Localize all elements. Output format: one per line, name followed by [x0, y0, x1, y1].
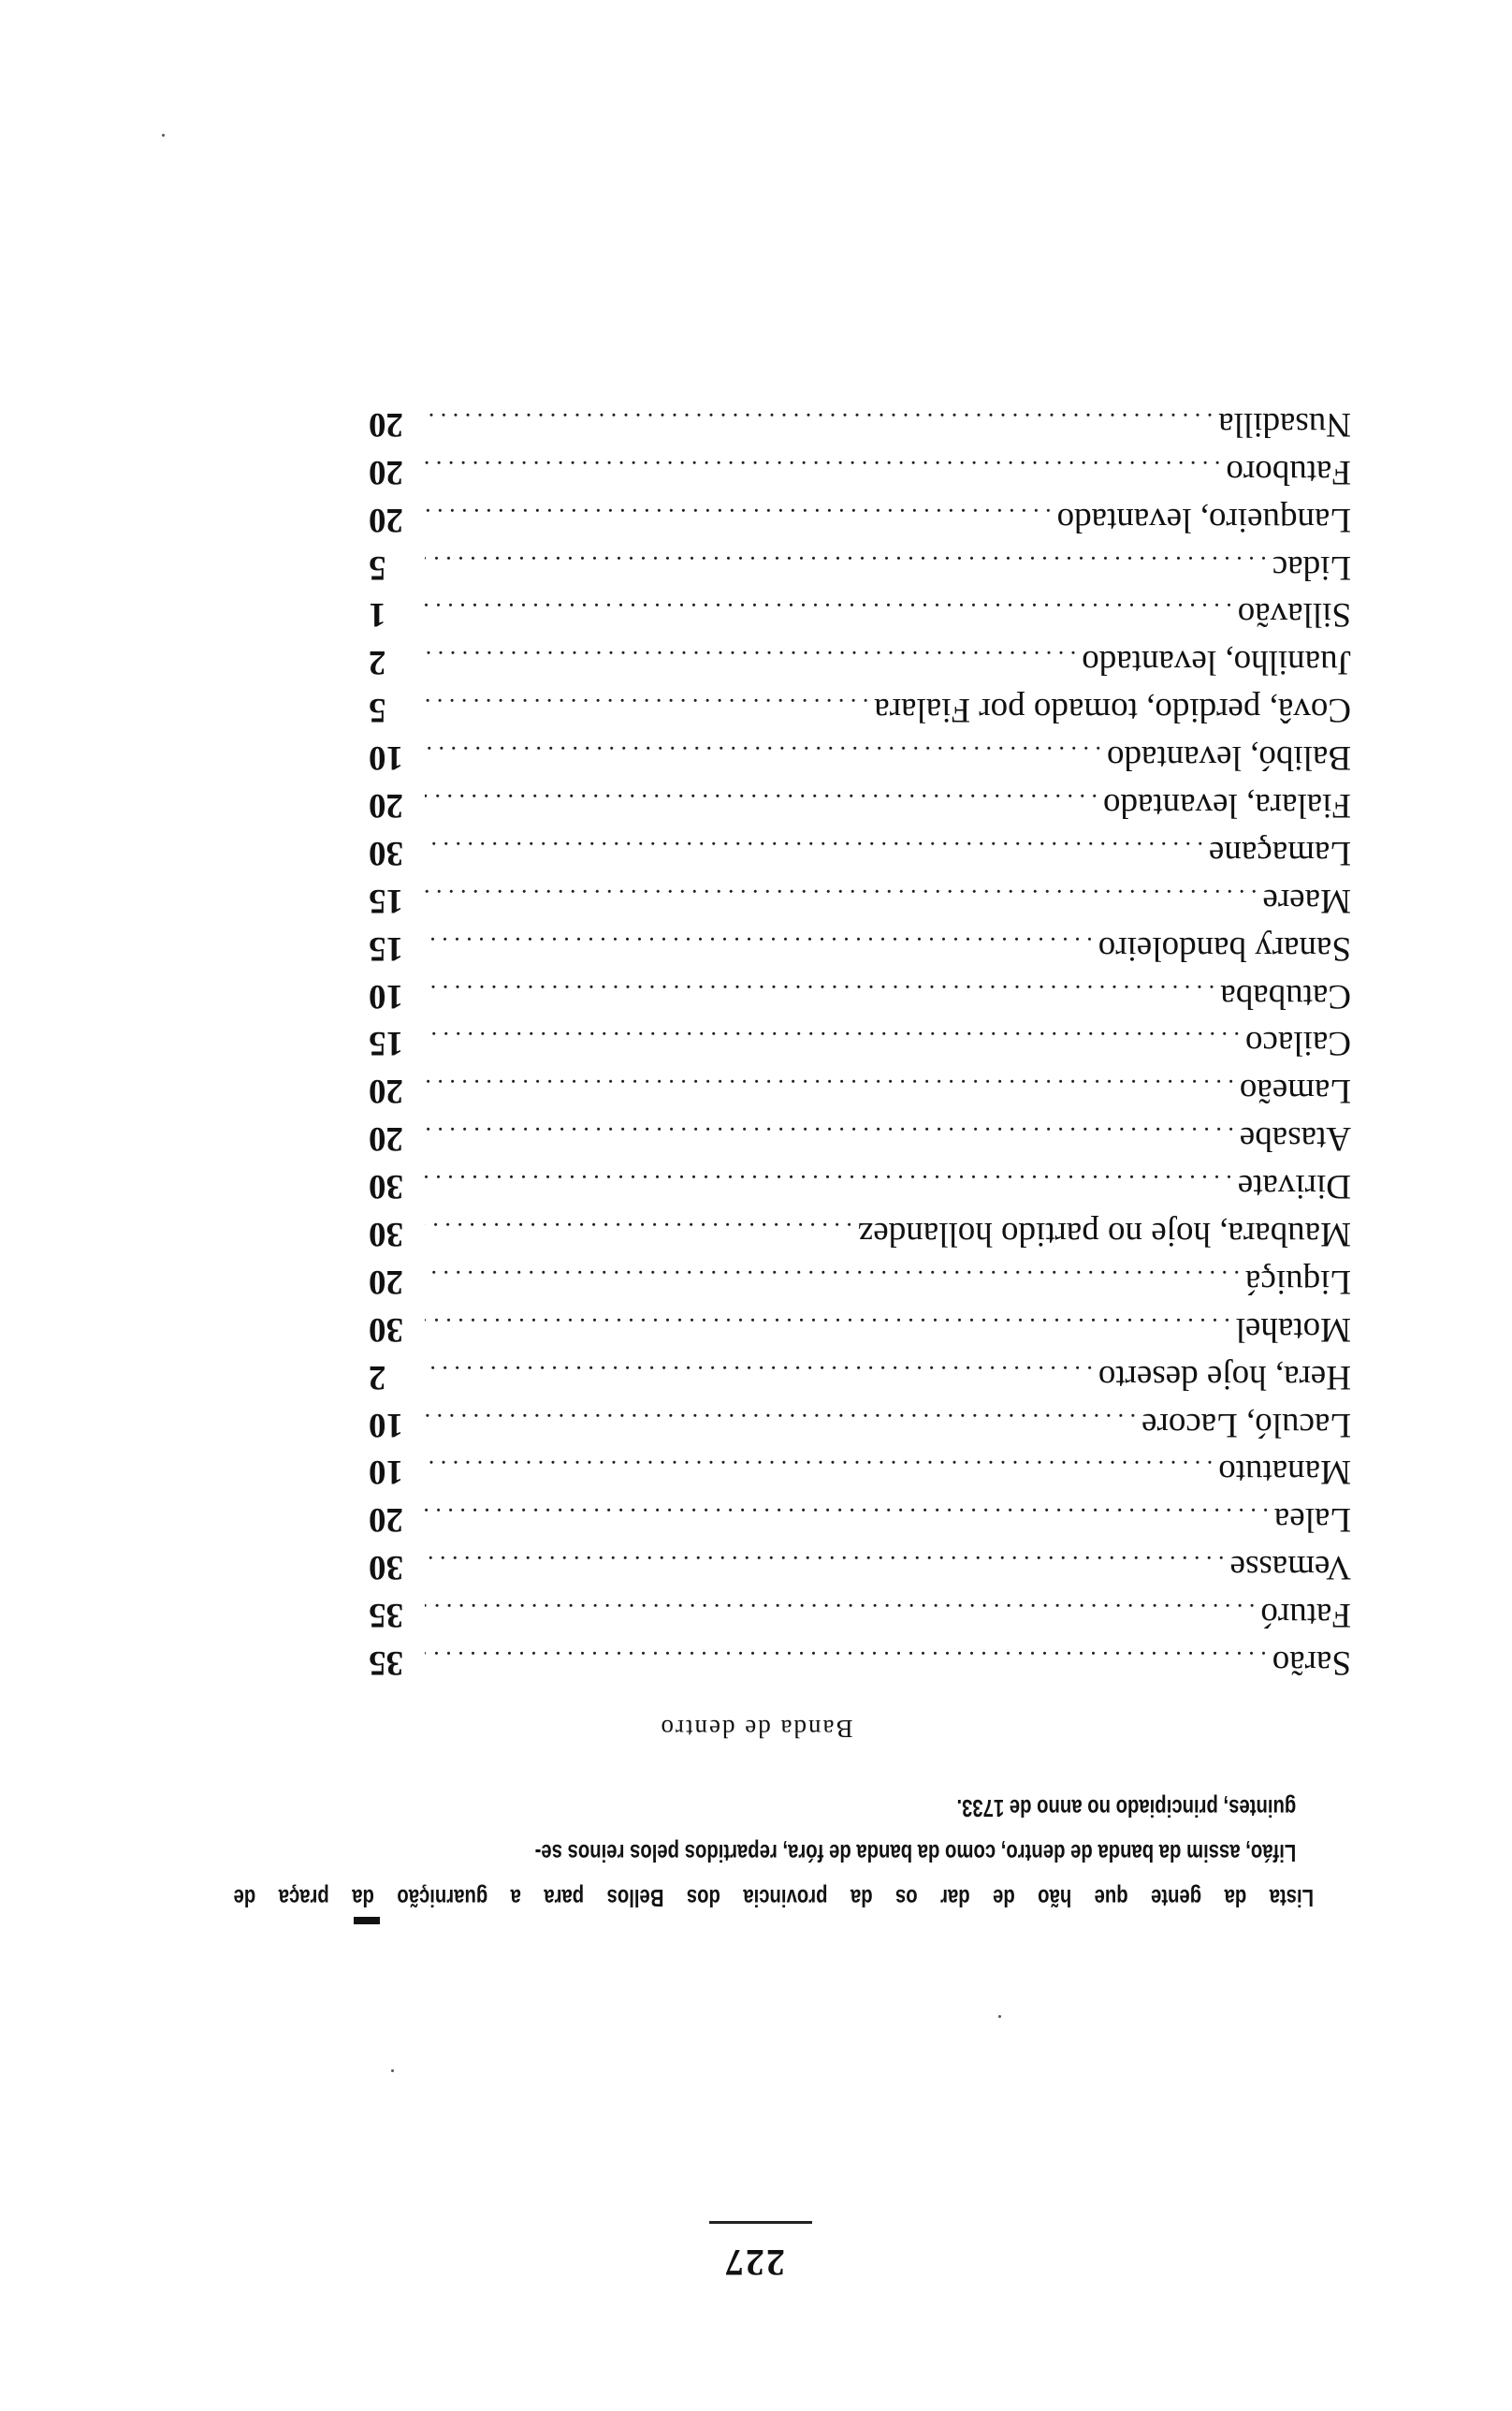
- list-item: [369, 445, 1351, 492]
- page-number: 227: [723, 2242, 785, 2284]
- dot-leader: [425, 788, 1103, 816]
- entry-place: Covâ, perdido, tomado por Fialara: [874, 691, 1351, 730]
- entry-count: 20: [369, 1500, 403, 1540]
- entry-count: 20: [369, 785, 403, 825]
- list-item: [369, 540, 1351, 588]
- entry-count: 20: [369, 1072, 403, 1111]
- entry-place: Lidac: [1272, 548, 1351, 587]
- entry-place: Fialara, levantado: [1102, 785, 1351, 825]
- list-item: [369, 1492, 1351, 1540]
- dot-leader: [425, 645, 1082, 673]
- list-item: [369, 921, 1351, 969]
- entry-place: Laculó, Lacore: [1141, 1405, 1351, 1444]
- entry-place: Vemasse: [1229, 1548, 1351, 1587]
- entry-count: 35: [369, 1644, 403, 1682]
- dot-leader: [425, 740, 1107, 768]
- list-item: [369, 1540, 1351, 1587]
- header-line-3: guintes, principiado no anno de 1733.: [956, 1794, 1297, 1822]
- list-item: [369, 492, 1351, 540]
- entry-count: 15: [369, 928, 403, 968]
- entry-count: 15: [369, 1024, 403, 1063]
- list-item: [369, 1350, 1351, 1397]
- page-number-rule: [709, 2221, 812, 2224]
- scan-speck: [162, 134, 165, 137]
- entry-place: Maubara, hoje no partido hollandez: [857, 1214, 1351, 1253]
- list-item: [369, 1302, 1351, 1350]
- list-item: [369, 1397, 1351, 1445]
- list-item: [369, 588, 1351, 636]
- scan-speck: [998, 2015, 1001, 2018]
- dot-leader: [425, 1121, 1240, 1149]
- entry-place: Lanqueiro, levantado: [1056, 500, 1351, 539]
- entry-place: Lamaçane: [1209, 833, 1351, 872]
- entry-place: Fatuboro: [1226, 452, 1351, 491]
- entry-place: Sillavão: [1237, 595, 1351, 635]
- entry-place: Juanilho, levantado: [1082, 643, 1351, 682]
- entry-count: 30: [369, 1214, 403, 1253]
- entry-place: Faturó: [1260, 1596, 1351, 1635]
- entry-count: 30: [369, 1167, 403, 1206]
- list-header: [233, 1786, 1314, 1921]
- entry-place: Maere: [1262, 881, 1351, 920]
- dot-leader: [425, 1264, 1245, 1293]
- entry-place: Atasabe: [1239, 1119, 1351, 1159]
- dot-leader: [425, 931, 1098, 959]
- entry-count: 5: [369, 691, 386, 730]
- list-item: [369, 1159, 1351, 1206]
- entry-count: 10: [369, 1453, 403, 1492]
- entry-count: 20: [369, 1262, 403, 1301]
- entry-count: 30: [369, 1548, 403, 1587]
- dot-leader: [425, 407, 1218, 435]
- dot-leader: [425, 1598, 1260, 1626]
- dot-leader: [425, 1360, 1098, 1388]
- list-item: [369, 873, 1351, 921]
- list-item: [369, 1635, 1351, 1683]
- scan-speck: [391, 2069, 394, 2072]
- entry-place: Catubaba: [1220, 976, 1351, 1016]
- entry-count: 10: [369, 1405, 403, 1444]
- dot-leader: [425, 503, 1057, 531]
- entry-place: Motahel: [1235, 1309, 1351, 1349]
- header-line-1: Lista da gente que hão de dar os da provincia dos Bellos para a guarnição da praça de: [233, 1884, 1314, 1912]
- dot-leader: [425, 1026, 1245, 1054]
- dot-leader: [425, 1454, 1218, 1483]
- entry-place: Balibó, levantado: [1107, 738, 1351, 778]
- entry-place: Manatuto: [1218, 1453, 1351, 1492]
- dot-leader: [425, 1502, 1274, 1530]
- list-item: [369, 826, 1351, 873]
- entry-count: 10: [369, 976, 403, 1016]
- dot-leader: [425, 1217, 858, 1245]
- entry-count: 30: [369, 833, 403, 872]
- dot-leader: [425, 1408, 1141, 1436]
- list-item: [369, 1206, 1351, 1254]
- list-item: [369, 1063, 1351, 1111]
- entry-count: 15: [369, 881, 403, 920]
- entry-place: Nusadilla: [1218, 404, 1351, 444]
- entry-count: 5: [369, 548, 386, 587]
- list-item: [369, 969, 1351, 1016]
- entry-count: 10: [369, 738, 403, 778]
- dot-leader: [425, 836, 1209, 864]
- entry-place: Hera, hoje deserto: [1098, 1357, 1351, 1396]
- dot-leader: [425, 1169, 1238, 1197]
- entry-place: Sanary bandoleiro: [1098, 928, 1351, 968]
- list-item: [369, 682, 1351, 730]
- entry-count: 2: [369, 643, 386, 682]
- entry-count: 30: [369, 1309, 403, 1349]
- list-item: [369, 730, 1351, 778]
- dot-leader: [425, 550, 1272, 578]
- list-item: [369, 1016, 1351, 1064]
- entry-count: 35: [369, 1596, 403, 1635]
- dot-leader: [425, 884, 1263, 912]
- entry-count: 20: [369, 1119, 403, 1159]
- dot-leader: [425, 1312, 1236, 1340]
- entry-place: Cailaco: [1244, 1024, 1351, 1063]
- entry-count: 1: [369, 595, 386, 635]
- section-title: Banda de dentro: [659, 1715, 853, 1743]
- dot-leader: [425, 455, 1226, 483]
- entry-place: Lameão: [1239, 1072, 1351, 1111]
- list-item: [369, 778, 1351, 826]
- entry-place: Liquiçá: [1244, 1262, 1351, 1301]
- entry-count: 20: [369, 452, 403, 491]
- entry-count: 20: [369, 500, 403, 539]
- dot-leader: [425, 979, 1220, 1007]
- header-line-2: Lifáo, assim da banda de dentro, como da banda de fóra, repartidos pelos reinos se-: [534, 1839, 1297, 1867]
- list-item: [369, 1254, 1351, 1302]
- list-item: [369, 635, 1351, 682]
- list-item: [369, 1445, 1351, 1493]
- list-item: [369, 1587, 1351, 1635]
- entry-count: 2: [369, 1357, 386, 1396]
- entry-place: Lalea: [1273, 1500, 1351, 1540]
- entries-list: [369, 397, 1351, 1683]
- dot-leader: [425, 597, 1238, 625]
- list-item: [369, 1111, 1351, 1159]
- entry-place: Dirivate: [1237, 1167, 1351, 1206]
- dot-leader: [425, 693, 874, 721]
- entry-place: Sarão: [1272, 1644, 1351, 1682]
- dot-leader: [425, 1074, 1240, 1102]
- dot-leader: [425, 1550, 1230, 1578]
- entry-count: 20: [369, 404, 403, 444]
- list-item: [369, 397, 1351, 445]
- dot-leader: [425, 1645, 1272, 1673]
